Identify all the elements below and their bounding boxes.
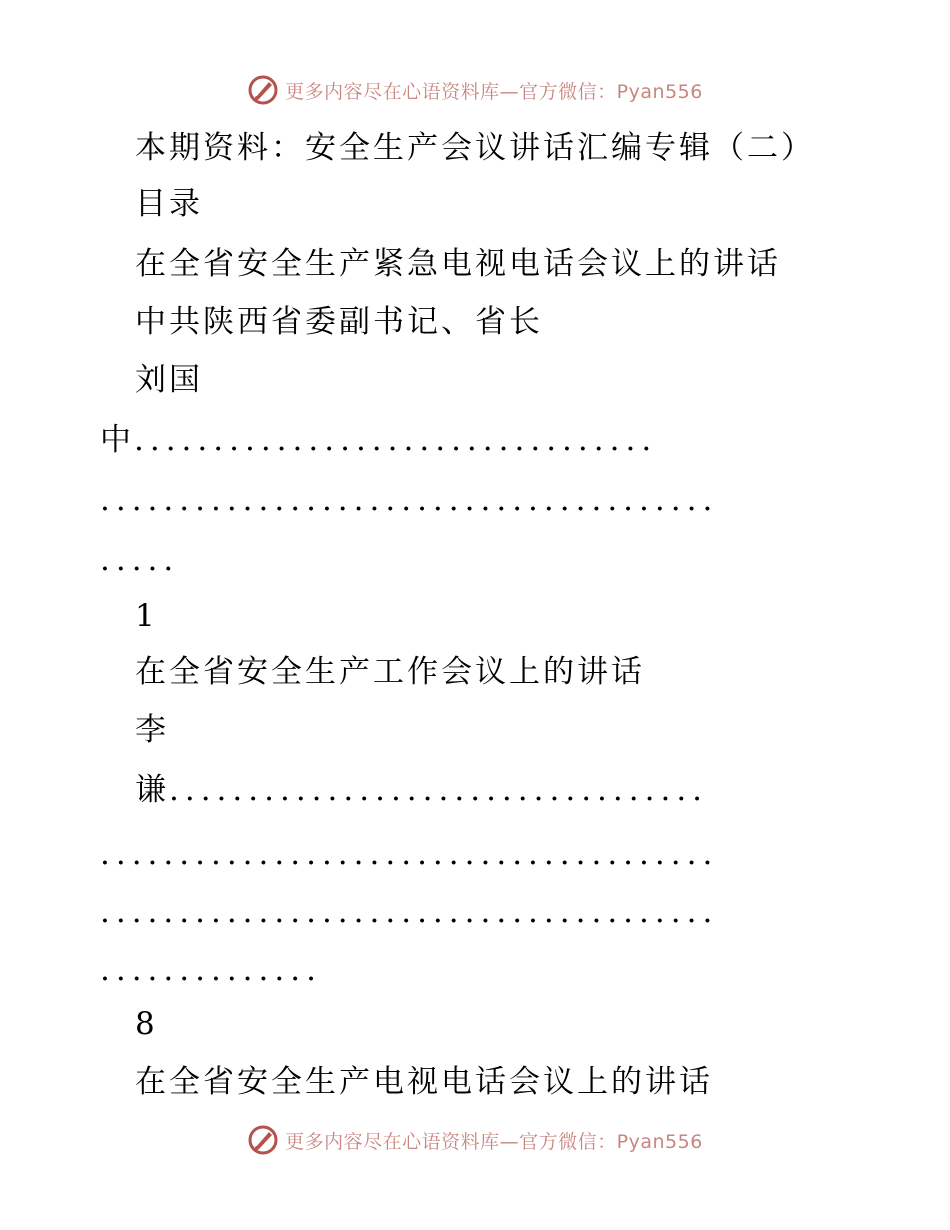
toc-heading: 目录 — [135, 186, 203, 222]
toc-entry-2-author-line1: 李 — [135, 712, 169, 748]
toc-entry-1-title: 在全省安全生产紧急电视电话会议上的讲话 — [135, 246, 781, 282]
toc-entry-2-page: 8 — [135, 1006, 155, 1042]
footer-banner — [0, 1120, 950, 1160]
toc-entry-2-author-tail: 谦 — [135, 772, 169, 808]
toc-entry-1-leader-row — [100, 420, 845, 460]
pen-logo-icon — [247, 74, 279, 106]
toc-entry-1-dots-3: ..... — [100, 542, 180, 578]
header-banner — [0, 70, 950, 110]
document-title: 本期资料：安全生产会议讲话汇编专辑（二） — [135, 130, 815, 166]
toc-entry-1-author-line2: 刘国 — [135, 362, 203, 398]
toc-entry-2-dots-3: ....................................... — [100, 894, 719, 930]
toc-entry-1-page: 1 — [135, 598, 155, 634]
toc-entry-2-title: 在全省安全生产工作会议上的讲话 — [135, 654, 645, 690]
toc-entry-3-title: 在全省安全生产电视电话会议上的讲话 — [135, 1064, 713, 1100]
toc-entry-1-author-line1: 中共陕西省委副书记、省长 — [135, 304, 543, 340]
toc-entry-2-dots-4: .............. — [100, 952, 322, 988]
toc-entry-1-dots-2: ....................................... — [100, 482, 719, 518]
toc-entry-2-leader-row — [135, 770, 845, 810]
pen-logo-icon — [247, 1124, 279, 1156]
toc-entry-2-dots-1: .................................. — [169, 772, 709, 808]
toc-entry-2-dots-2: ....................................... — [100, 836, 719, 872]
toc-entry-1-author-tail: 中 — [100, 422, 134, 458]
footer-banner-text: 更多内容尽在心语资料库—官方微信：Pyan556 — [285, 1130, 703, 1153]
toc-entry-1-dots-1: ................................. — [134, 422, 658, 458]
header-banner-text: 更多内容尽在心语资料库—官方微信：Pyan556 — [285, 80, 703, 103]
